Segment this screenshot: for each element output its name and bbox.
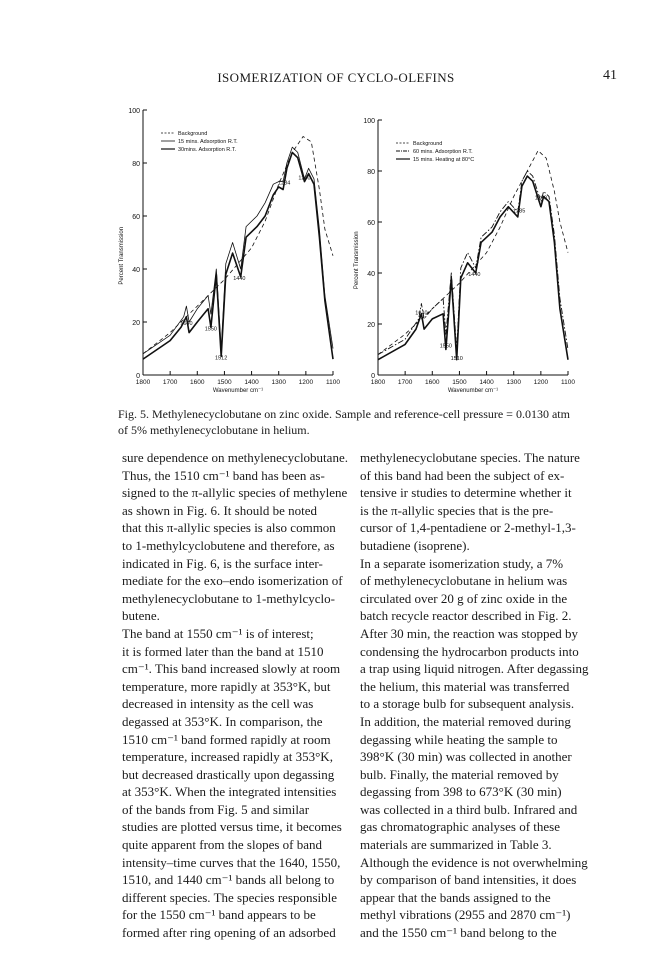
text-line: formed after ring opening of an adsorbed [122,925,336,941]
spectrum-panel-2 [354,118,575,394]
y-axis-label: Percent Transmission [354,231,360,290]
text-line: cm⁻¹. This band increased slowly at room [122,661,341,677]
text-line: circulated over 20 g of zinc oxide in the [360,590,568,606]
y-tick-label: 0 [136,373,140,380]
y-tick-label: 40 [367,271,375,278]
text-line: the helium, this material was transferred [360,678,570,694]
y-tick-label: 80 [132,161,140,168]
spectrum-panel-1 [119,108,340,394]
text-line: In addition, the material removed during [360,713,571,729]
peak-label: 1440 [468,272,481,278]
peak-label: 1285 [513,208,526,215]
x-tick-label: 1500 [452,379,467,386]
text-line: butene. [122,608,160,624]
text-line: gas chromatographic analyses of these [360,819,560,835]
x-tick-label: 1300 [271,379,286,386]
x-tick-label: 1200 [533,379,549,386]
y-tick-label: 0 [371,373,375,380]
x-tick-label: 1400 [479,379,494,386]
text-line: condensing the hydrocarbon products into [360,643,579,659]
legend-entry: 30mins. Adsorption R.T. [178,147,237,153]
legend-entry: Background [178,131,208,137]
peak-label: 1510 [450,356,463,363]
text-line: appear that the bands assigned to the [360,889,551,905]
caption-line: Fig. 5. Methylenecyclobutane on zinc oxide. Sample and reference-cell pressure = 0.0130 atm [118,407,570,421]
x-tick-label: 1800 [370,379,386,386]
peak-label: 1550 [204,326,217,333]
text-line: intensity–time curves that the 1640, 1550, [122,854,341,870]
text-line: it is formed later than the band at 1510 [122,643,324,659]
y-tick-label: 20 [132,320,140,327]
text-line: materials are summarized in Table 3. [360,837,552,853]
text-line: cursor of 1,4-pentadiene or 2-methyl-1,3- [360,520,576,536]
text-line: for the 1550 cm⁻¹ band appears to be [122,907,316,923]
peak-label: 1200 [298,175,311,182]
figure-5 [108,100,588,400]
page-header [0,0,672,100]
y-tick-label: 20 [367,322,375,329]
ir-spectra-figure [108,100,588,400]
y-tick-label: 40 [132,267,140,274]
x-tick-label: 1800 [135,379,151,386]
caption-line: of 5% methylenecyclobutane in helium. [118,423,310,437]
y-tick-label: 100 [128,108,140,115]
text-line: to a storage bulb for subsequent analysis. [360,696,575,712]
body-left-column [122,449,348,942]
text-line: bulb. Finally, the material removed by [360,766,559,782]
text-line: degassing while heating the sample to [360,731,558,747]
text-line: indicated in Fig. 6, is the surface inter- [122,555,323,571]
text-line: by comparison of band intensities, it does [360,872,577,888]
x-tick-label: 1600 [190,379,205,386]
y-tick-label: 60 [132,214,140,221]
series-line-3 [143,152,333,362]
text-line: but decreased drastically upon degassing [122,766,335,782]
text-line: different species. The species responsible [122,889,338,905]
legend-entry: 60 mins. Adsorption R.T. [413,149,473,155]
x-tick-label: 1500 [217,379,232,386]
text-line: batch recycle reactor described in Fig. 2. [360,608,572,624]
text-line: of this band had been the subject of ex- [360,467,565,483]
x-tick-label: 1200 [298,379,314,386]
text-line: methylenecyclobutane species. The nature [360,450,580,465]
text-line: quite apparent from the slopes of band [122,837,322,853]
legend-entry: 15 mins. Adsorption R.T. [178,139,238,145]
peak-label: 1550 [439,343,452,350]
legend-entry: 15 mins. Heating at 80°C [413,157,475,163]
text-line: that this π-allylic species is also common [122,520,336,536]
text-line: The band at 1550 cm⁻¹ is of interest; [122,625,314,641]
body-right-column [360,449,606,942]
text-line: mediate for the exo–endo isomerization of [122,573,343,589]
text-line: methyl vibrations (2955 and 2870 cm⁻¹) [360,907,571,923]
x-axis-label: Wavenumber cm⁻¹ [447,388,499,394]
series-line-1 [378,151,568,355]
y-tick-label: 60 [367,220,375,227]
text-line: degassing from 398 to 673°K (30 min) [360,784,562,800]
text-line: a trap using liquid nitrogen. After degassing [360,661,589,677]
text-line: tensive ir studies to determine whether it [360,485,572,501]
text-line: decreased in intensity as the cell was [122,696,314,712]
text-line: and the 1550 cm⁻¹ band belong to the [360,925,557,941]
text-line: temperature, increased rapidly at 353°K, [122,749,333,765]
x-tick-label: 1600 [425,379,440,386]
text-line: to 1-methylcyclobutene and therefore, as [122,537,335,553]
x-tick-label: 1700 [397,379,413,386]
text-line: signed to the π-allylic species of methylene [122,485,348,501]
text-line: of methylenecyclobutane in helium was [360,573,568,589]
text-line: at 353°K. When the integrated intensities [122,784,337,800]
text-line: sure dependence on methylenecyclobutane. [122,450,348,465]
y-tick-label: 100 [363,118,375,125]
text-line: Thus, the 1510 cm⁻¹ band has been as- [122,467,325,483]
text-line: 1510, and 1440 cm⁻¹ bands all belong to [122,872,335,888]
x-axis-label: Wavenumber cm⁻¹ [212,388,264,394]
text-line: methylenecyclobutane to 1-methylcyclo- [122,590,335,606]
x-tick-label: 1700 [162,379,178,386]
text-line: 398°K (30 min) was collected in another [360,749,572,765]
text-line: degassed at 353°K. In comparison, the [122,713,323,729]
x-tick-label: 1400 [244,379,259,386]
x-tick-label: 1100 [561,379,575,386]
peak-label: 1284 [278,180,291,187]
figure-caption [118,406,608,438]
text-line: 1510 cm⁻¹ band formed rapidly at room [122,731,331,747]
text-line: After 30 min, the reaction was stopped by [360,625,579,641]
y-tick-label: 80 [367,169,375,176]
page-number: 41 [603,68,617,83]
text-line: temperature, more rapidly at 353°K, but [122,678,331,694]
x-tick-label: 1100 [326,379,340,386]
x-tick-label: 1300 [506,379,521,386]
text-line: of the bands from Fig. 5 and similar [122,801,310,817]
text-line: is the π-allylic species that is the pre- [360,502,554,518]
running-title: ISOMERIZATION OF CYCLO-OLEFINS [217,70,455,85]
peak-label: 1200 [534,195,547,202]
text-line: as shown in Fig. 6. It should be noted [122,502,317,518]
text-line: studies are plotted versus time, it becomes [122,819,342,835]
peak-label: 1512 [215,355,228,362]
peak-label: 1640 [415,310,428,317]
text-line: In a separate isomerization study, a 7% [360,555,564,571]
peak-label: 1440 [233,275,246,282]
peak-label: 1640 [180,321,193,327]
text-line: butadiene (isoprene). [360,537,470,553]
legend-entry: Background [413,141,443,147]
text-line: Although the evidence is not overwhelming [360,854,588,870]
series-line-1 [143,137,333,354]
text-line: was collected in a third bulb. Infrared and [360,801,578,817]
y-axis-label: Percent Transmission [119,226,125,285]
